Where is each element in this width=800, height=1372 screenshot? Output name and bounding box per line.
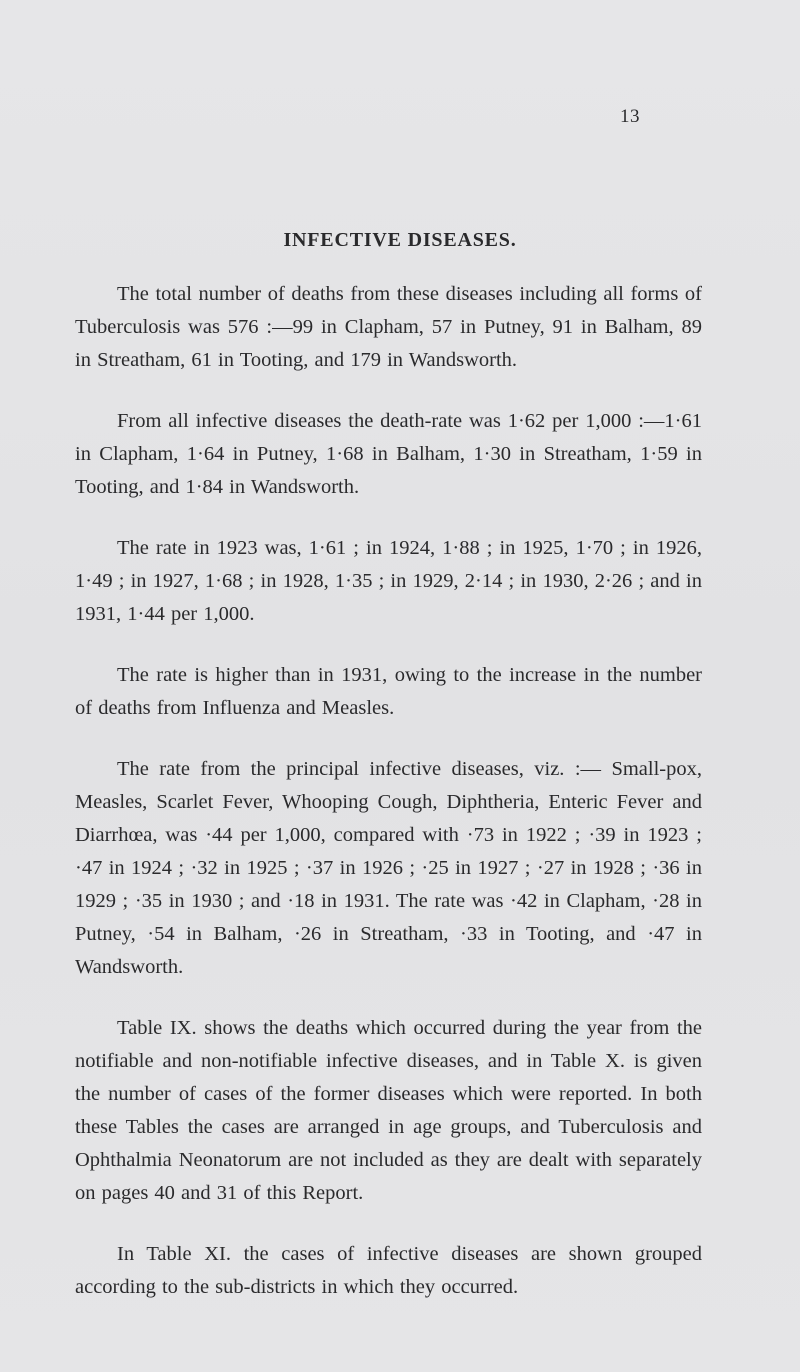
section-title: INFECTIVE DISEASES. (283, 229, 517, 251)
paragraph-table-xi: In Table XI. the cases of infective diseases are shown grouped according to the sub-districts in which they occurred. (75, 1243, 702, 1298)
body-text (75, 278, 702, 1332)
paragraph-rate-increase: The rate is higher than in 1931, owing to the increase in the number of deaths from Influenza and Measles. (75, 664, 702, 719)
paragraph-yearly-rates: The rate in 1923 was, 1·61 ; in 1924, 1·88 ; in 1925, 1·70 ; in 1926, 1·49 ; in 1927, 1·68 ; in 1928, 1·35 ; in 1929, 2·14 ; in 1930, 2·26 ; and in 1931, 1·44 per 1,000. (75, 537, 702, 625)
paragraph-principal-diseases: The rate from the principal infective diseases, viz. :— Small-pox, Measles, Scarlet Fever, Whooping Cough, Diphtheria, Enteric Fever and Diarrhœa, was ·44 per 1,000, compared with ·73 in 1922 ; ·39 in 1923 ; ·47 in 1924 ; ·32 in 1925 ; ·37 in 1926 ; ·25 in 1927 ; ·27 in 1928 ; ·36 in 1929 ; ·35 in 1930 ; and ·18 in 1931. The rate was ·42 in Clapham, ·28 in Putney, ·54 in Balham, ·26 in Streatham, ·33 in Tooting, and ·47 in Wandsworth. (75, 758, 702, 978)
paragraph-total-deaths: The total number of deaths from these diseases including all forms of Tuberculosis was 576 :—99 in Clapham, 57 in Putney, 91 in Balham, 89 in Streatham, 61 in Tooting, and 179 in Wandsworth. (75, 283, 702, 371)
paragraph-death-rate: From all infective diseases the death-rate was 1·62 per 1,000 :—1·61 in Clapham, 1·64 in Putney, 1·68 in Balham, 1·30 in Streatham, 1·59 in Tooting, and 1·84 in Wandsworth. (75, 410, 702, 498)
page-number: 13 (620, 106, 640, 127)
paragraph-tables-ix-x: Table IX. shows the deaths which occurred during the year from the notifiable and non-notifiable infective diseases, and in Table X. is given the number of cases of the former diseases which were reported. In both these Tables the cases are arranged in age groups, and Tuberculosis and Ophthalmia Neonatorum are not included as they are dealt with separately on pages 40 and 31 of this Report. (75, 1017, 702, 1204)
